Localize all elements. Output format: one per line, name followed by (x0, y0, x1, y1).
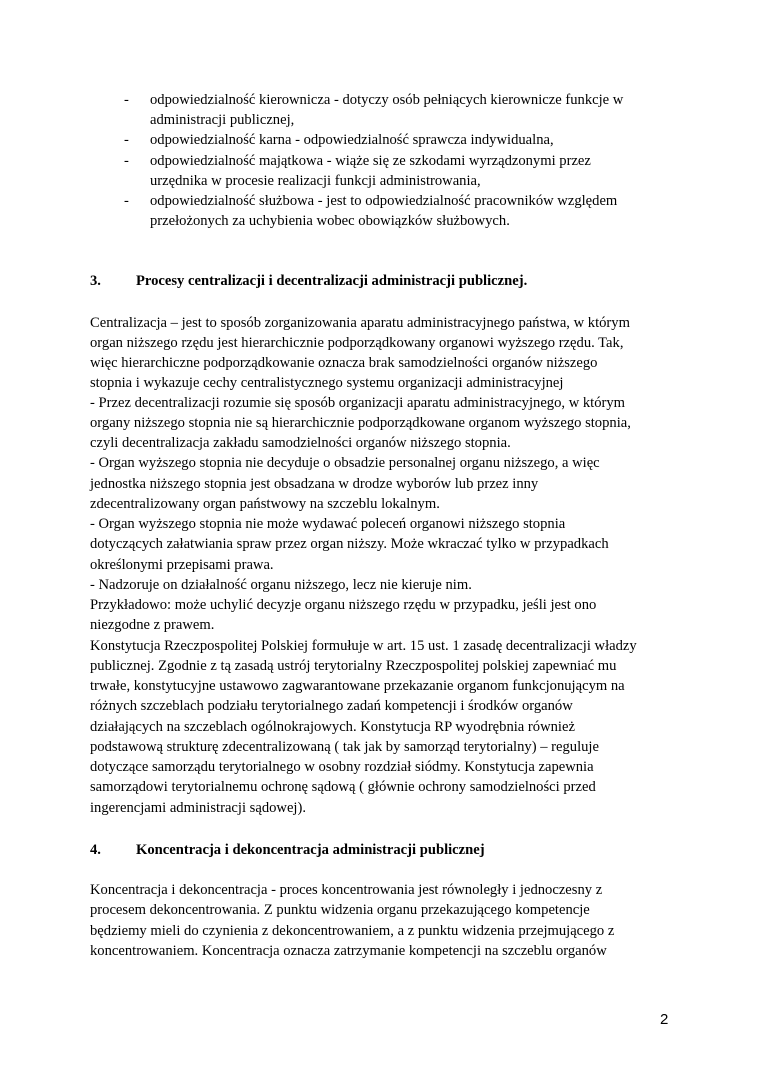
bullet-dash: - (124, 92, 129, 108)
paragraph-line: podstawową strukturę zdecentralizowaną ( tak jak by samorząd terytorialny) – reguluje (90, 739, 599, 755)
paragraph-line: - Organ wyższego stopnia nie decyduje o obsadzie personalnej organu niższego, a więc (90, 455, 600, 471)
list-item-line: urzędnika w procesie realizacji funkcji administrowania, (150, 172, 481, 189)
paragraph-line: organ niższego rzędu jest hierarchicznie podporządkowany organowi wyższego rzędu. Tak, (90, 335, 624, 351)
list-item-line: odpowiedzialność karna - odpowiedzialność sprawcza indywidualna, (150, 132, 554, 149)
list-item-line: administracji publicznej, (150, 112, 295, 129)
paragraph-line: - Przez decentralizacji rozumie się sposób organizacji aparatu administracyjnego, w którym (90, 395, 626, 411)
paragraph-line: ingerencjami administracji sądowej). (90, 800, 306, 816)
paragraph-line: zdecentralizowany organ państwowy na szczeblu lokalnym. (90, 496, 440, 512)
paragraph-line: stopnia i wykazuje cechy centralistycznego systemu organizacji administracyjnej (90, 375, 564, 391)
list-item (118, 90, 678, 130)
bullet-dash: - (124, 152, 129, 169)
paragraph-line: czyli decentralizacja zakładu samodzielności organów niższego stopnia. (90, 435, 511, 451)
section-title: Procesy centralizacji i decentralizacji administracji publicznej. (136, 273, 528, 289)
section-number: 3. (90, 273, 101, 289)
paragraph-line: dotyczące samorządu terytorialnego w osobny rozdział siódmy. Konstytucja zapewnia (90, 759, 594, 775)
paragraph-line: procesem dekoncentrowania. Z punktu widzenia organu przekazującego kompetencje (90, 902, 590, 918)
paragraph-line: publicznej. Zgodnie z tą zasadą ustrój terytorialny Rzeczpospolitej polskiej zapewniać mu (90, 658, 617, 674)
paragraph-line: Przykładowo: może uchylić decyzje organu niższego rzędu w przypadku, jeśli jest ono (90, 597, 597, 613)
paragraph-line: - Organ wyższego stopnia nie może wydawać poleceń organowi niższego stopnia (90, 516, 566, 532)
paragraph-line: określonymi przepisami prawa. (90, 557, 274, 573)
paragraph-line: jednostka niższego stopnia jest obsadzana w drodze wyborów lub przez inny (90, 476, 539, 492)
responsibility-list (118, 90, 678, 231)
paragraph-line: - Nadzoruje on działalność organu niższego, lecz nie kieruje nim. (90, 577, 472, 593)
list-item (118, 130, 678, 150)
list-item-line: odpowiedzialność kierownicza - dotyczy osób pełniących kierownicze funkcje w (150, 92, 624, 108)
paragraph-line: Koncentracja i dekoncentracja - proces koncentrowania jest równoległy i jednoczesny z (90, 882, 603, 898)
list-item (118, 151, 678, 191)
list-item-line: odpowiedzialność majątkowa - wiąże się ze szkodami wyrządzonymi przez (150, 152, 591, 169)
list-item-line: przełożonych za uchybienia wobec obowiązków służbowych. (150, 213, 510, 230)
paragraph-line: będziemy mieli do czynienia z dekoncentrowaniem, a z punktu widzenia przejmującego z (90, 923, 615, 939)
section-number: 4. (90, 842, 101, 858)
list-item-line: odpowiedzialność służbowa - jest to odpowiedzialność pracowników względem (150, 193, 618, 210)
paragraph-line: Konstytucja Rzeczpospolitej Polskiej formułuje w art. 15 ust. 1 zasadę decentralizacji władzy (90, 638, 637, 654)
paragraph-line: działających na szczeblach ogólnokrajowych. Konstytucja RP wyodrębnia również (90, 719, 575, 735)
paragraph-line: Centralizacja – jest to sposób zorganizowania aparatu administracyjnego państwa, w którym (90, 315, 630, 331)
paragraph-line: dotyczących załatwiania spraw przez organ niższy. Może wkraczać tylko w przypadkach (90, 536, 609, 552)
paragraph-line: różnych szczeblach podziału terytorialnego zadań kompetencji i środków organów (90, 698, 573, 714)
paragraph-line: organy niższego stopnia nie są hierarchicznie podporządkowane organom wyższego stopnia, (90, 415, 631, 431)
bullet-dash: - (124, 193, 129, 210)
paragraph-line: koncentrowaniem. Koncentracja oznacza zatrzymanie kompetencji na szczeblu organów (90, 943, 607, 959)
paragraph-line: więc hierarchiczne podporządkowanie oznacza brak samodzielności organów niższego (90, 355, 598, 371)
list-item (118, 191, 678, 231)
section-title: Koncentracja i dekoncentracja administracji publicznej (136, 842, 485, 858)
page-number: 2 (660, 1011, 669, 1028)
bullet-dash: - (124, 132, 129, 149)
paragraph-line: niezgodne z prawem. (90, 617, 215, 633)
paragraph-line: samorządowi terytorialnemu ochronę sądową ( głównie ochrony samodzielności przed (90, 779, 596, 795)
paragraph-line: trwałe, konstytucyjne ustawowo zagwarantowane przekazanie organom funkcjonującym na (90, 678, 625, 694)
